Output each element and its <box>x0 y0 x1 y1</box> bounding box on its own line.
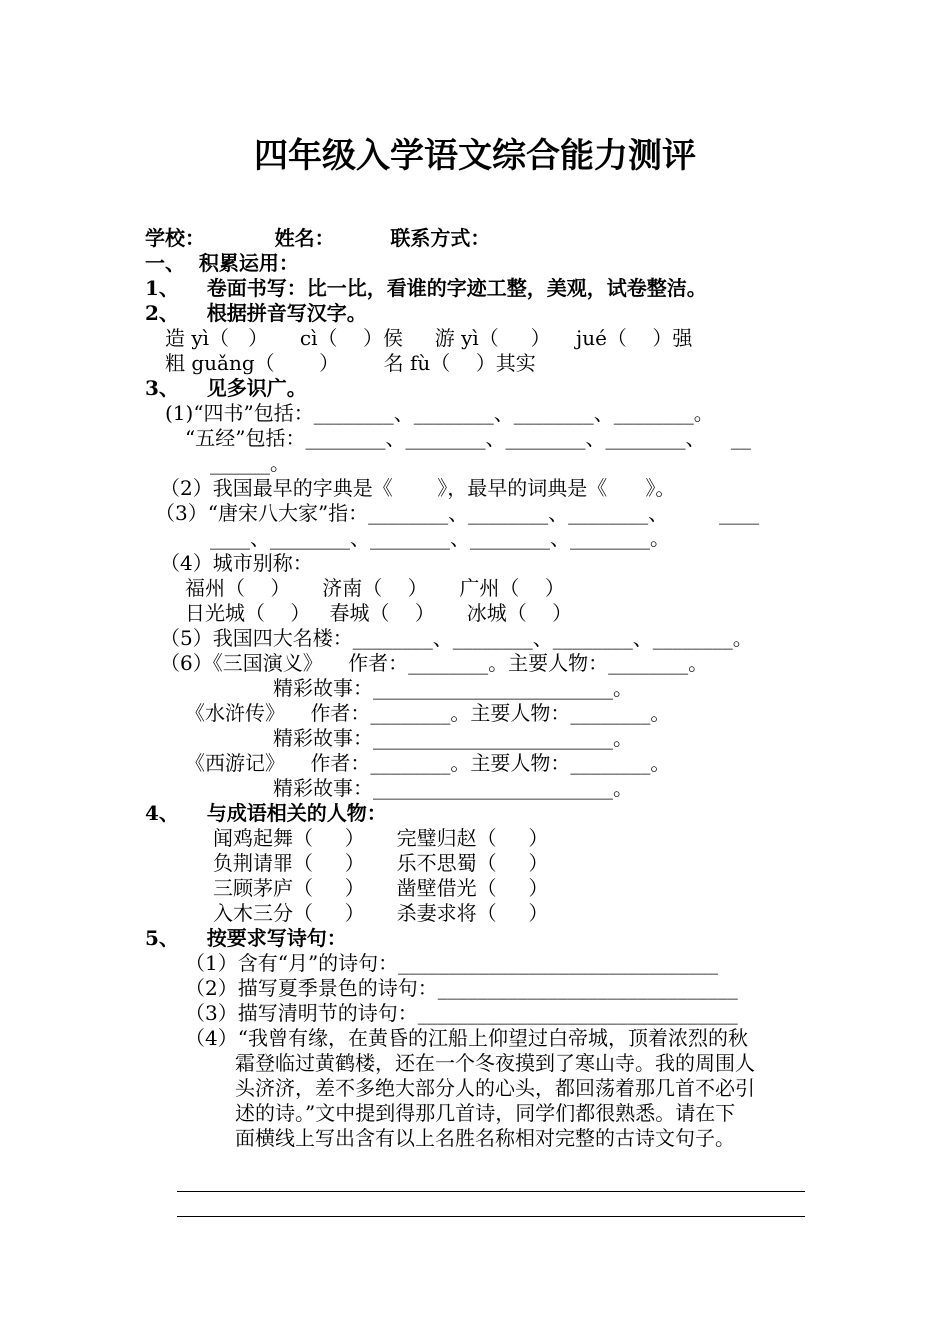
line-q3-1c: ______。 <box>210 451 290 475</box>
line-q3-1a: (1)“四书”包括：________、________、________、________。 <box>165 401 714 425</box>
line-q3-6d: 精彩故事：________________________。 <box>273 726 633 750</box>
line-q4d: 入木三分（ ） 杀妻求将（ ） <box>213 901 549 925</box>
line-q3-3a: （3）“唐宋八大家”指：________、________、________、 ____ <box>155 501 760 525</box>
line-q3-6b: 精彩故事：________________________。 <box>273 676 633 700</box>
line-q4: 4、 与成语相关的人物： <box>145 801 387 825</box>
line-q2a: 造 yì（ ） cì（ ）侯 游 yì（ ） jué（ ）强 <box>165 326 693 350</box>
line-header: 学校： 姓名： 联系方式： <box>145 226 491 250</box>
line-q3-5: （5）我国四大名楼：________、________、________、________。 <box>160 626 753 650</box>
line-q2b: 粗 guǎng（ ） 名 fù（ ）其实 <box>165 351 536 375</box>
line-q5-3: （3）描写清明节的诗句：________________________________ <box>185 1001 738 1025</box>
line-q4a: 闻鸡起舞（ ） 完璧归赵（ ） <box>213 826 549 850</box>
line-q5-4c: 头济济，差不多绝大部分人的心头，都回荡着那几首不必引 <box>235 1076 755 1100</box>
line-q5-4e: 面横线上写出含有以上名胜名称相对完整的古诗文句子。 <box>235 1126 735 1150</box>
line-q4b: 负荆请罪（ ） 乐不思蜀（ ） <box>213 851 549 875</box>
line-q3-2: （2）我国最早的字典是《 》，最早的词典是《 》。 <box>160 476 676 500</box>
answer-line-2[interactable] <box>177 1216 805 1217</box>
line-q3-6c: 《水浒传》 作者：________。主要人物：________。 <box>185 701 671 725</box>
line-q3-4b: 日光城（ ） 春城（ ） 冰城（ ） <box>185 601 573 625</box>
line-q3-6a: （6）《三国演义》 作者：________。主要人物：________。 <box>160 651 709 675</box>
line-q3-4a: 福州（ ） 济南（ ） 广州（ ） <box>185 576 565 600</box>
line-q3-6e: 《西游记》 作者：________。主要人物：________。 <box>185 751 671 775</box>
page-title: 四年级入学语文综合能力测评 <box>254 136 696 176</box>
line-q5-4a: （4）“我曾有缘，在黄昏的江船上仰望过白帝城，顶着浓烈的秋 <box>185 1026 748 1050</box>
line-q3-6f: 精彩故事：________________________。 <box>273 776 633 800</box>
line-q2: 2、 根据拼音写汉字。 <box>145 301 367 325</box>
line-q3-1b: “五经”包括：________、________、________、________、 __ <box>185 426 751 450</box>
line-q5: 5、 按要求写诗句： <box>145 926 347 950</box>
line-q1: 1、 卷面书写：比一比，看谁的字迹工整，美观，试卷整洁。 <box>145 276 707 300</box>
line-q3: 3、 见多识广。 <box>145 376 307 400</box>
line-q5-1: （1）含有“月”的诗句：________________________________ <box>185 951 719 975</box>
line-s1: 一、 积累运用： <box>145 251 299 275</box>
answer-line-1[interactable] <box>177 1191 805 1192</box>
line-q5-4d: 述的诗。”文中提到得那几首诗，同学们都很熟悉。请在下 <box>235 1101 736 1125</box>
line-q3-3b: ____、________、________、________、________。 <box>210 526 670 550</box>
line-q3-4: （4）城市别称： <box>160 551 313 575</box>
line-q5-2: （2）描写夏季景色的诗句：______________________________ <box>185 976 738 1000</box>
line-q4c: 三顾茅庐（ ） 凿壁借光（ ） <box>213 876 549 900</box>
line-q5-4b: 霜登临过黄鹤楼，还在一个冬夜摸到了寒山寺。我的周围人 <box>235 1051 755 1075</box>
